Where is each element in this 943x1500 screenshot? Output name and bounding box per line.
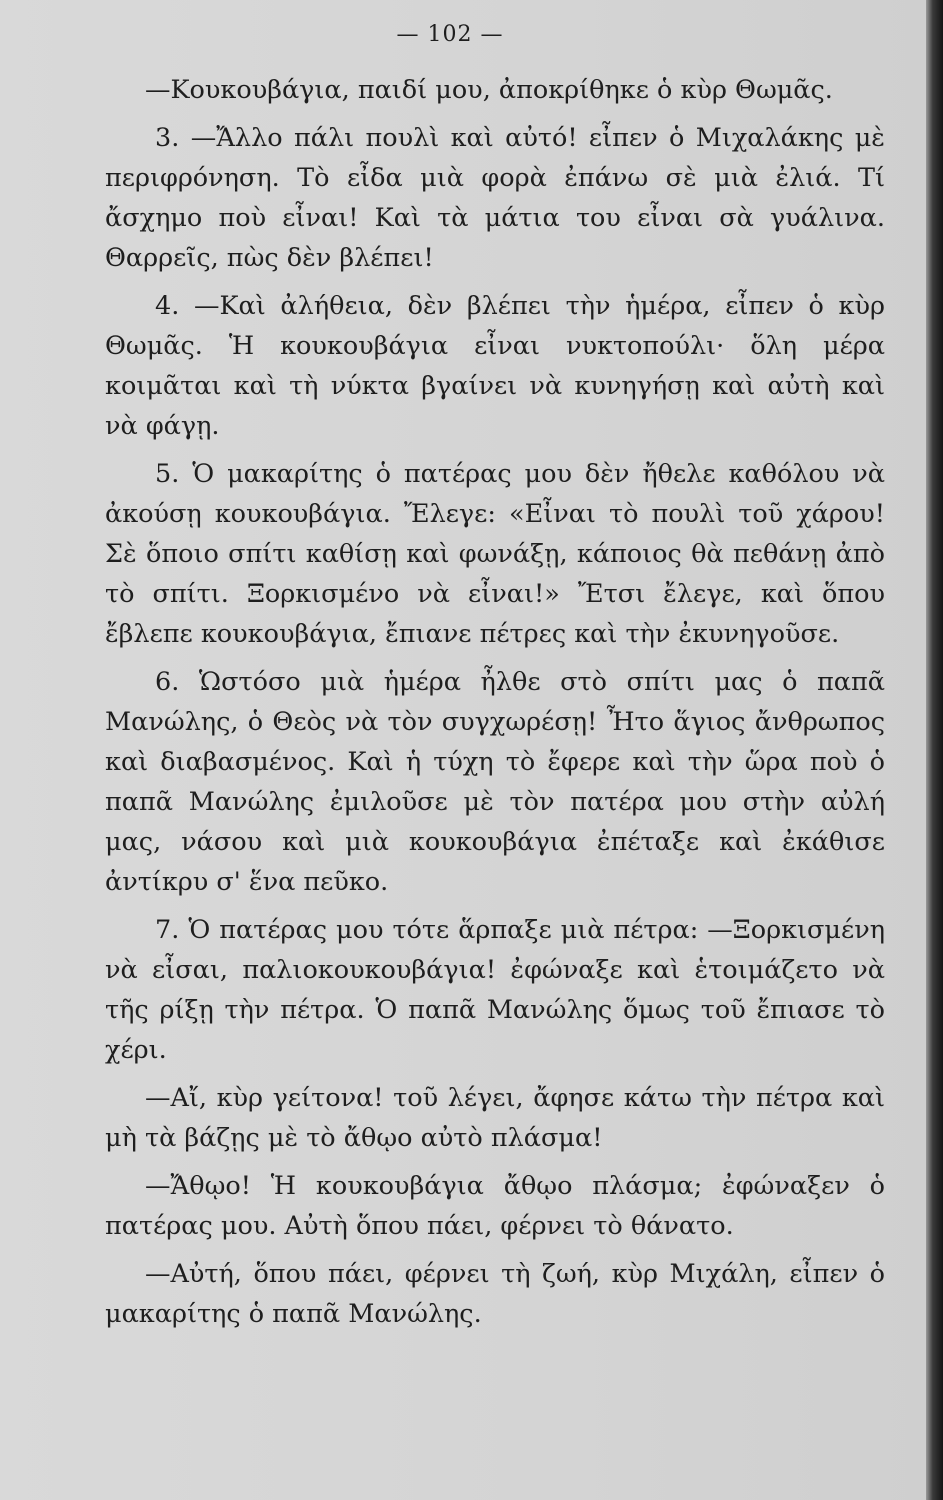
paragraph: 3. —Ἄλλο πάλι πουλὶ καὶ αὐτό! εἶπεν ὁ Μιχαλάκης μὲ περιφρόνηση. Τὸ εἶδα μιὰ φορὰ ἐπάνω σὲ μιὰ ἐλιά. Τί ἄσχημο ποὺ εἶναι! Καὶ τὰ μάτια του εἶναι σὰ γυάλινα. Θαρρεῖς, πὼς δὲν βλέπει! <box>105 123 885 273</box>
paragraph: 6. Ὡστόσο μιὰ ἡμέρα ἦλθε στὸ σπίτι μας ὁ παπᾶ Μανώλης, ὁ Θεὸς νὰ τὸν συγχωρέσῃ! Ἦτο ἅγιος ἄνθρωπος καὶ διαβασμένος. Καὶ ἡ τύχη τὸ ἔφερε καὶ τὴν ὥρα ποὺ ὁ παπᾶ Μανώλης ἐμιλοῦσε μὲ τὸν πατέρα μου στὴν αὐλή μας, νάσου καὶ μιὰ κουκουβάγια ἐπέταξε καὶ ἐκάθισε ἀντίκρυ σ' ἕνα πεῦκο. <box>105 667 885 897</box>
page-text <box>105 70 885 1342</box>
paragraph: —Κουκουβάγια, παιδί μου, ἀποκρίθηκε ὁ κὺρ Θωμᾶς. <box>145 75 833 105</box>
paragraph: —Αὐτή, ὅπου πάει, φέρνει τὴ ζωή, κὺρ Μιχάλη, εἶπεν ὁ μακαρίτης ὁ παπᾶ Μανώλης. <box>105 1259 885 1329</box>
book-spine-shadow <box>926 0 943 1500</box>
paragraph: 5. Ὁ μακαρίτης ὁ πατέρας μου δὲν ἤθελε καθόλου νὰ ἀκούσῃ κουκουβάγια. Ἔλεγε: «Εἶναι τὸ πουλὶ τοῦ χάρου! Σὲ ὅποιο σπίτι καθίσῃ καὶ φωνάξῃ, κάποιος θὰ πεθάνῃ ἀπὸ τὸ σπίτι. Ξορκισμένο νὰ εἶναι!» Ἔτσι ἔλεγε, καὶ ὅπου ἔβλεπε κουκουβάγια, ἔπιανε πέτρες καὶ τὴν ἐκυνηγοῦσε. <box>105 459 885 649</box>
paragraph: 7. Ὁ πατέρας μου τότε ἅρπαξε μιὰ πέτρα: —Ξορκισμένη νὰ εἶσαι, παλιοκουκουβάγια! ἐφώναξε καὶ ἑτοιμάζετο νὰ τῆς ρίξῃ τὴν πέτρα. Ὁ παπᾶ Μανώλης ὅμως τοῦ ἔπιασε τὸ χέρι. <box>105 915 885 1065</box>
paragraph: 4. —Καὶ ἀλήθεια, δὲν βλέπει τὴν ἡμέρα, εἶπεν ὁ κὺρ Θωμᾶς. Ἡ κουκουβάγια εἶναι νυκτοπούλι· ὅλη μέρα κοιμᾶται καὶ τὴ νύκτα βγαίνει νὰ κυνηγήσῃ καὶ αὐτὴ καὶ νὰ φάγῃ. <box>105 291 885 441</box>
paragraph: —Ἄθῳο! Ἡ κουκουβάγια ἄθῳο πλάσμα; ἐφώναξεν ὁ πατέρας μου. Αὐτὴ ὅπου πάει, φέρνει τὸ θάνατο. <box>105 1171 885 1241</box>
page-number: — 102 — <box>396 22 504 47</box>
paragraph: —Αἴ, κὺρ γείτονα! τοῦ λέγει, ἄφησε κάτω τὴν πέτρα καὶ μὴ τὰ βάζῃς μὲ τὸ ἄθῳο αὐτὸ πλάσμα! <box>105 1083 885 1153</box>
